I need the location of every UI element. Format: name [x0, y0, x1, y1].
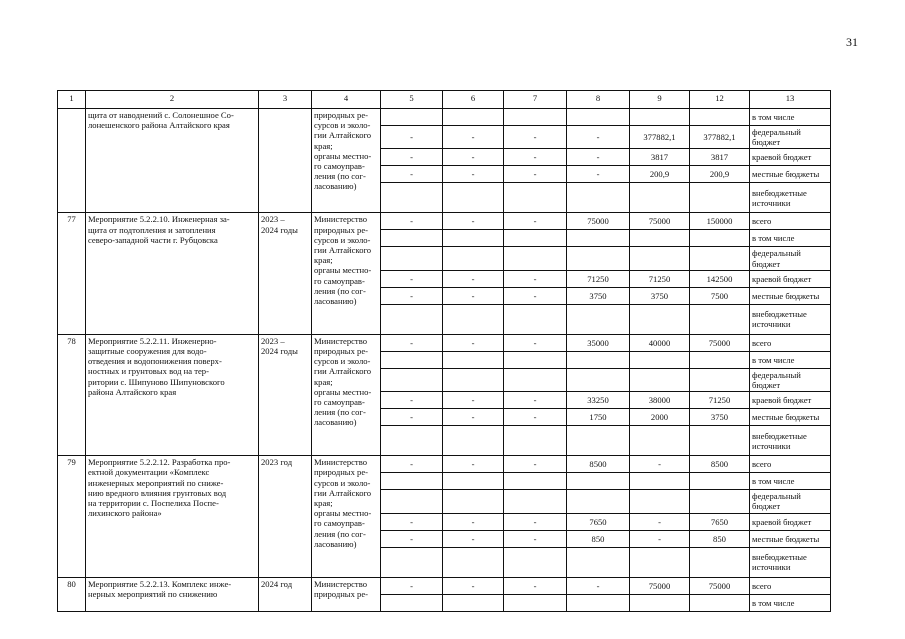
amount-cell-6: [443, 109, 504, 126]
amount-cell-5: -: [381, 409, 443, 426]
amount-cell-7: -: [504, 456, 567, 473]
amount-cell-9: [630, 230, 690, 247]
amount-cell-9: 40000: [630, 334, 690, 351]
measure-period: 2023 – 2024 годы: [259, 213, 312, 334]
amount-cell-7: -: [504, 149, 567, 166]
amount-cell-5: [381, 547, 443, 577]
amount-cell-8: 33250: [567, 392, 630, 409]
table-row: [58, 109, 831, 126]
amount-cell-7: -: [504, 270, 567, 287]
amount-cell-9: 200,9: [630, 166, 690, 183]
amount-cell-5: -: [381, 166, 443, 183]
amount-cell-5: [381, 473, 443, 490]
column-number-row: [58, 91, 831, 109]
amount-cell-6: [443, 426, 504, 456]
amount-cell-8: -: [567, 577, 630, 594]
amount-cell-8: 1750: [567, 409, 630, 426]
amount-cell-9: 377882,1: [630, 126, 690, 149]
amount-cell-12: 8500: [690, 456, 750, 473]
amount-cell-5: -: [381, 126, 443, 149]
amount-cell-5: [381, 351, 443, 368]
amount-cell-5: [381, 247, 443, 270]
amount-cell-6: -: [443, 126, 504, 149]
amount-cell-7: -: [504, 166, 567, 183]
amount-cell-12: 7650: [690, 513, 750, 530]
column-header: 3: [259, 91, 312, 109]
amount-cell-9: [630, 368, 690, 391]
program-measures-table: [57, 90, 831, 612]
funding-source-cell: местные бюджеты: [750, 287, 831, 304]
amount-cell-9: -: [630, 513, 690, 530]
measure-number: [58, 109, 86, 213]
amount-cell-6: -: [443, 409, 504, 426]
amount-cell-6: -: [443, 149, 504, 166]
column-header: 7: [504, 91, 567, 109]
amount-cell-5: -: [381, 392, 443, 409]
amount-cell-5: -: [381, 149, 443, 166]
amount-cell-6: [443, 473, 504, 490]
measure-number: 80: [58, 577, 86, 611]
funding-source-cell: местные бюджеты: [750, 530, 831, 547]
amount-cell-7: [504, 368, 567, 391]
amount-cell-6: -: [443, 334, 504, 351]
table-row: [58, 213, 831, 230]
funding-source-cell: местные бюджеты: [750, 409, 831, 426]
funding-source-cell: в том числе: [750, 230, 831, 247]
measure-executor: Министерство природных ре- сурсов и эколо- гии Алтайского края; органы местно- го самоуправ- ления (по сог- ласованию): [312, 213, 381, 334]
amount-cell-7: [504, 109, 567, 126]
measure-executor: природных ре- сурсов и эколо- гии Алтайского края; органы местно- го самоуправ- ления (по сог- ласованию): [312, 109, 381, 213]
measure-name: щита от наводнений с. Солонешное Со- лонешенского района Алтайского края: [86, 109, 259, 213]
column-header: 9: [630, 91, 690, 109]
amount-cell-12: 7500: [690, 287, 750, 304]
amount-cell-12: 850: [690, 530, 750, 547]
amount-cell-6: -: [443, 270, 504, 287]
measure-period: 2024 год: [259, 577, 312, 611]
amount-cell-9: [630, 594, 690, 611]
amount-cell-6: [443, 247, 504, 270]
amount-cell-12: 377882,1: [690, 126, 750, 149]
amount-cell-7: -: [504, 409, 567, 426]
amount-cell-8: 7650: [567, 513, 630, 530]
amount-cell-7: [504, 594, 567, 611]
amount-cell-12: [690, 109, 750, 126]
amount-cell-6: [443, 547, 504, 577]
amount-cell-12: 75000: [690, 577, 750, 594]
amount-cell-6: [443, 183, 504, 213]
amount-cell-8: [567, 109, 630, 126]
amount-cell-9: 3750: [630, 287, 690, 304]
amount-cell-9: 71250: [630, 270, 690, 287]
amount-cell-8: [567, 594, 630, 611]
measure-name: Мероприятие 5.2.2.11. Инженерно- защитные сооружения для водо- отведения и водопонижения поверх- ностных и грунтовых вод на тер- ритории с. Шипуново Шипуновского района Алтайского края: [86, 334, 259, 455]
amount-cell-6: -: [443, 166, 504, 183]
amount-cell-12: [690, 351, 750, 368]
funding-source-cell: краевой бюджет: [750, 149, 831, 166]
funding-source-cell: в том числе: [750, 473, 831, 490]
funding-source-cell: внебюджетные источники: [750, 304, 831, 334]
funding-source-cell: всего: [750, 213, 831, 230]
funding-source-cell: внебюджетные источники: [750, 547, 831, 577]
amount-cell-7: [504, 490, 567, 513]
amount-cell-6: [443, 594, 504, 611]
amount-cell-6: -: [443, 513, 504, 530]
funding-source-cell: внебюджетные источники: [750, 426, 831, 456]
amount-cell-12: [690, 490, 750, 513]
funding-source-cell: краевой бюджет: [750, 513, 831, 530]
amount-cell-7: -: [504, 213, 567, 230]
amount-cell-9: [630, 247, 690, 270]
measure-name: Мероприятие 5.2.2.10. Инженерная за- щита от подтопления и затопления северо-западной части г. Рубцовска: [86, 213, 259, 334]
funding-source-cell: федеральный бюджет: [750, 490, 831, 513]
amount-cell-9: [630, 304, 690, 334]
amount-cell-12: 142500: [690, 270, 750, 287]
amount-cell-8: [567, 304, 630, 334]
amount-cell-7: [504, 183, 567, 213]
amount-cell-6: [443, 351, 504, 368]
amount-cell-9: 3817: [630, 149, 690, 166]
amount-cell-7: [504, 304, 567, 334]
amount-cell-12: [690, 304, 750, 334]
amount-cell-12: [690, 547, 750, 577]
amount-cell-6: -: [443, 392, 504, 409]
amount-cell-8: [567, 426, 630, 456]
amount-cell-6: -: [443, 287, 504, 304]
amount-cell-8: 71250: [567, 270, 630, 287]
amount-cell-8: [567, 368, 630, 391]
amount-cell-5: -: [381, 270, 443, 287]
amount-cell-9: 75000: [630, 213, 690, 230]
column-header: 8: [567, 91, 630, 109]
amount-cell-12: 71250: [690, 392, 750, 409]
amount-cell-5: [381, 368, 443, 391]
amount-cell-8: 3750: [567, 287, 630, 304]
amount-cell-8: 850: [567, 530, 630, 547]
amount-cell-9: -: [630, 530, 690, 547]
amount-cell-7: [504, 247, 567, 270]
column-header: 2: [86, 91, 259, 109]
amount-cell-12: [690, 594, 750, 611]
amount-cell-5: -: [381, 456, 443, 473]
column-header: 12: [690, 91, 750, 109]
amount-cell-12: [690, 426, 750, 456]
amount-cell-5: [381, 490, 443, 513]
amount-cell-7: -: [504, 513, 567, 530]
amount-cell-9: 75000: [630, 577, 690, 594]
amount-cell-5: [381, 426, 443, 456]
amount-cell-8: [567, 230, 630, 247]
measure-period: [259, 109, 312, 213]
amount-cell-7: -: [504, 334, 567, 351]
amount-cell-6: [443, 304, 504, 334]
amount-cell-8: [567, 247, 630, 270]
amount-cell-8: [567, 351, 630, 368]
amount-cell-9: [630, 473, 690, 490]
amount-cell-8: 35000: [567, 334, 630, 351]
amount-cell-8: -: [567, 126, 630, 149]
amount-cell-12: 150000: [690, 213, 750, 230]
funding-source-cell: федеральный бюджет: [750, 247, 831, 270]
amount-cell-7: -: [504, 577, 567, 594]
amount-cell-8: [567, 490, 630, 513]
measure-name: Мероприятие 5.2.2.13. Комплекс инже- нерных мероприятий по снижению: [86, 577, 259, 611]
amount-cell-7: -: [504, 287, 567, 304]
amount-cell-7: -: [504, 392, 567, 409]
amount-cell-8: -: [567, 149, 630, 166]
funding-source-cell: в том числе: [750, 351, 831, 368]
amount-cell-12: [690, 183, 750, 213]
column-header: 4: [312, 91, 381, 109]
amount-cell-6: -: [443, 530, 504, 547]
amount-cell-9: [630, 547, 690, 577]
amount-cell-5: [381, 230, 443, 247]
measure-executor: Министерство природных ре-: [312, 577, 381, 611]
amount-cell-6: [443, 230, 504, 247]
amount-cell-12: [690, 247, 750, 270]
amount-cell-9: 2000: [630, 409, 690, 426]
amount-cell-5: [381, 183, 443, 213]
funding-source-cell: местные бюджеты: [750, 166, 831, 183]
amount-cell-7: -: [504, 530, 567, 547]
table-row: [58, 456, 831, 473]
amount-cell-5: -: [381, 287, 443, 304]
amount-cell-7: [504, 230, 567, 247]
funding-source-cell: внебюджетные источники: [750, 183, 831, 213]
column-header: 6: [443, 91, 504, 109]
column-header: 1: [58, 91, 86, 109]
measure-executor: Министерство природных ре- сурсов и эколо- гии Алтайского края; органы местно- го самоуправ- ления (по сог- ласованию): [312, 334, 381, 455]
amount-cell-12: 3750: [690, 409, 750, 426]
amount-cell-5: [381, 304, 443, 334]
amount-cell-7: [504, 547, 567, 577]
amount-cell-6: [443, 490, 504, 513]
amount-cell-6: -: [443, 213, 504, 230]
funding-source-cell: федеральный бюджет: [750, 126, 831, 149]
amount-cell-5: [381, 594, 443, 611]
amount-cell-12: [690, 473, 750, 490]
amount-cell-8: [567, 183, 630, 213]
amount-cell-8: 75000: [567, 213, 630, 230]
measure-number: 77: [58, 213, 86, 334]
column-header: 13: [750, 91, 831, 109]
measure-period: 2023 – 2024 годы: [259, 334, 312, 455]
measure-name: Мероприятие 5.2.2.12. Разработка про- ектной документации «Комплекс инженерных мероприятий по сниже- нию вредного влияния грунтовых вод на территории с. Поспелиха Поспе- лихинского района»: [86, 456, 259, 577]
measure-period: 2023 год: [259, 456, 312, 577]
amount-cell-9: [630, 109, 690, 126]
measure-number: 79: [58, 456, 86, 577]
amount-cell-12: [690, 368, 750, 391]
amount-cell-7: [504, 351, 567, 368]
table-row: [58, 577, 831, 594]
measure-executor: Министерство природных ре- сурсов и эколо- гии Алтайского края; органы местно- го самоуправ- ления (по сог- ласованию): [312, 456, 381, 577]
amount-cell-7: -: [504, 126, 567, 149]
amount-cell-8: -: [567, 166, 630, 183]
amount-cell-8: [567, 473, 630, 490]
amount-cell-5: -: [381, 334, 443, 351]
column-header: 5: [381, 91, 443, 109]
amount-cell-9: [630, 351, 690, 368]
amount-cell-9: -: [630, 456, 690, 473]
amount-cell-5: -: [381, 577, 443, 594]
measure-number: 78: [58, 334, 86, 455]
funding-source-cell: в том числе: [750, 594, 831, 611]
amount-cell-9: [630, 426, 690, 456]
amount-cell-5: -: [381, 213, 443, 230]
funding-source-cell: всего: [750, 577, 831, 594]
amount-cell-12: 200,9: [690, 166, 750, 183]
amount-cell-6: -: [443, 456, 504, 473]
amount-cell-12: 3817: [690, 149, 750, 166]
funding-source-cell: краевой бюджет: [750, 392, 831, 409]
amount-cell-6: -: [443, 577, 504, 594]
amount-cell-6: [443, 368, 504, 391]
amount-cell-5: [381, 109, 443, 126]
amount-cell-9: [630, 183, 690, 213]
funding-source-cell: в том числе: [750, 109, 831, 126]
amount-cell-12: 75000: [690, 334, 750, 351]
amount-cell-7: [504, 426, 567, 456]
amount-cell-8: [567, 547, 630, 577]
amount-cell-5: -: [381, 513, 443, 530]
amount-cell-7: [504, 473, 567, 490]
page-number: 31: [846, 35, 858, 49]
funding-source-cell: всего: [750, 334, 831, 351]
funding-source-cell: всего: [750, 456, 831, 473]
table-row: [58, 334, 831, 351]
amount-cell-8: 8500: [567, 456, 630, 473]
amount-cell-5: -: [381, 530, 443, 547]
amount-cell-9: 38000: [630, 392, 690, 409]
funding-source-cell: краевой бюджет: [750, 270, 831, 287]
amount-cell-9: [630, 490, 690, 513]
amount-cell-12: [690, 230, 750, 247]
funding-source-cell: федеральный бюджет: [750, 368, 831, 391]
